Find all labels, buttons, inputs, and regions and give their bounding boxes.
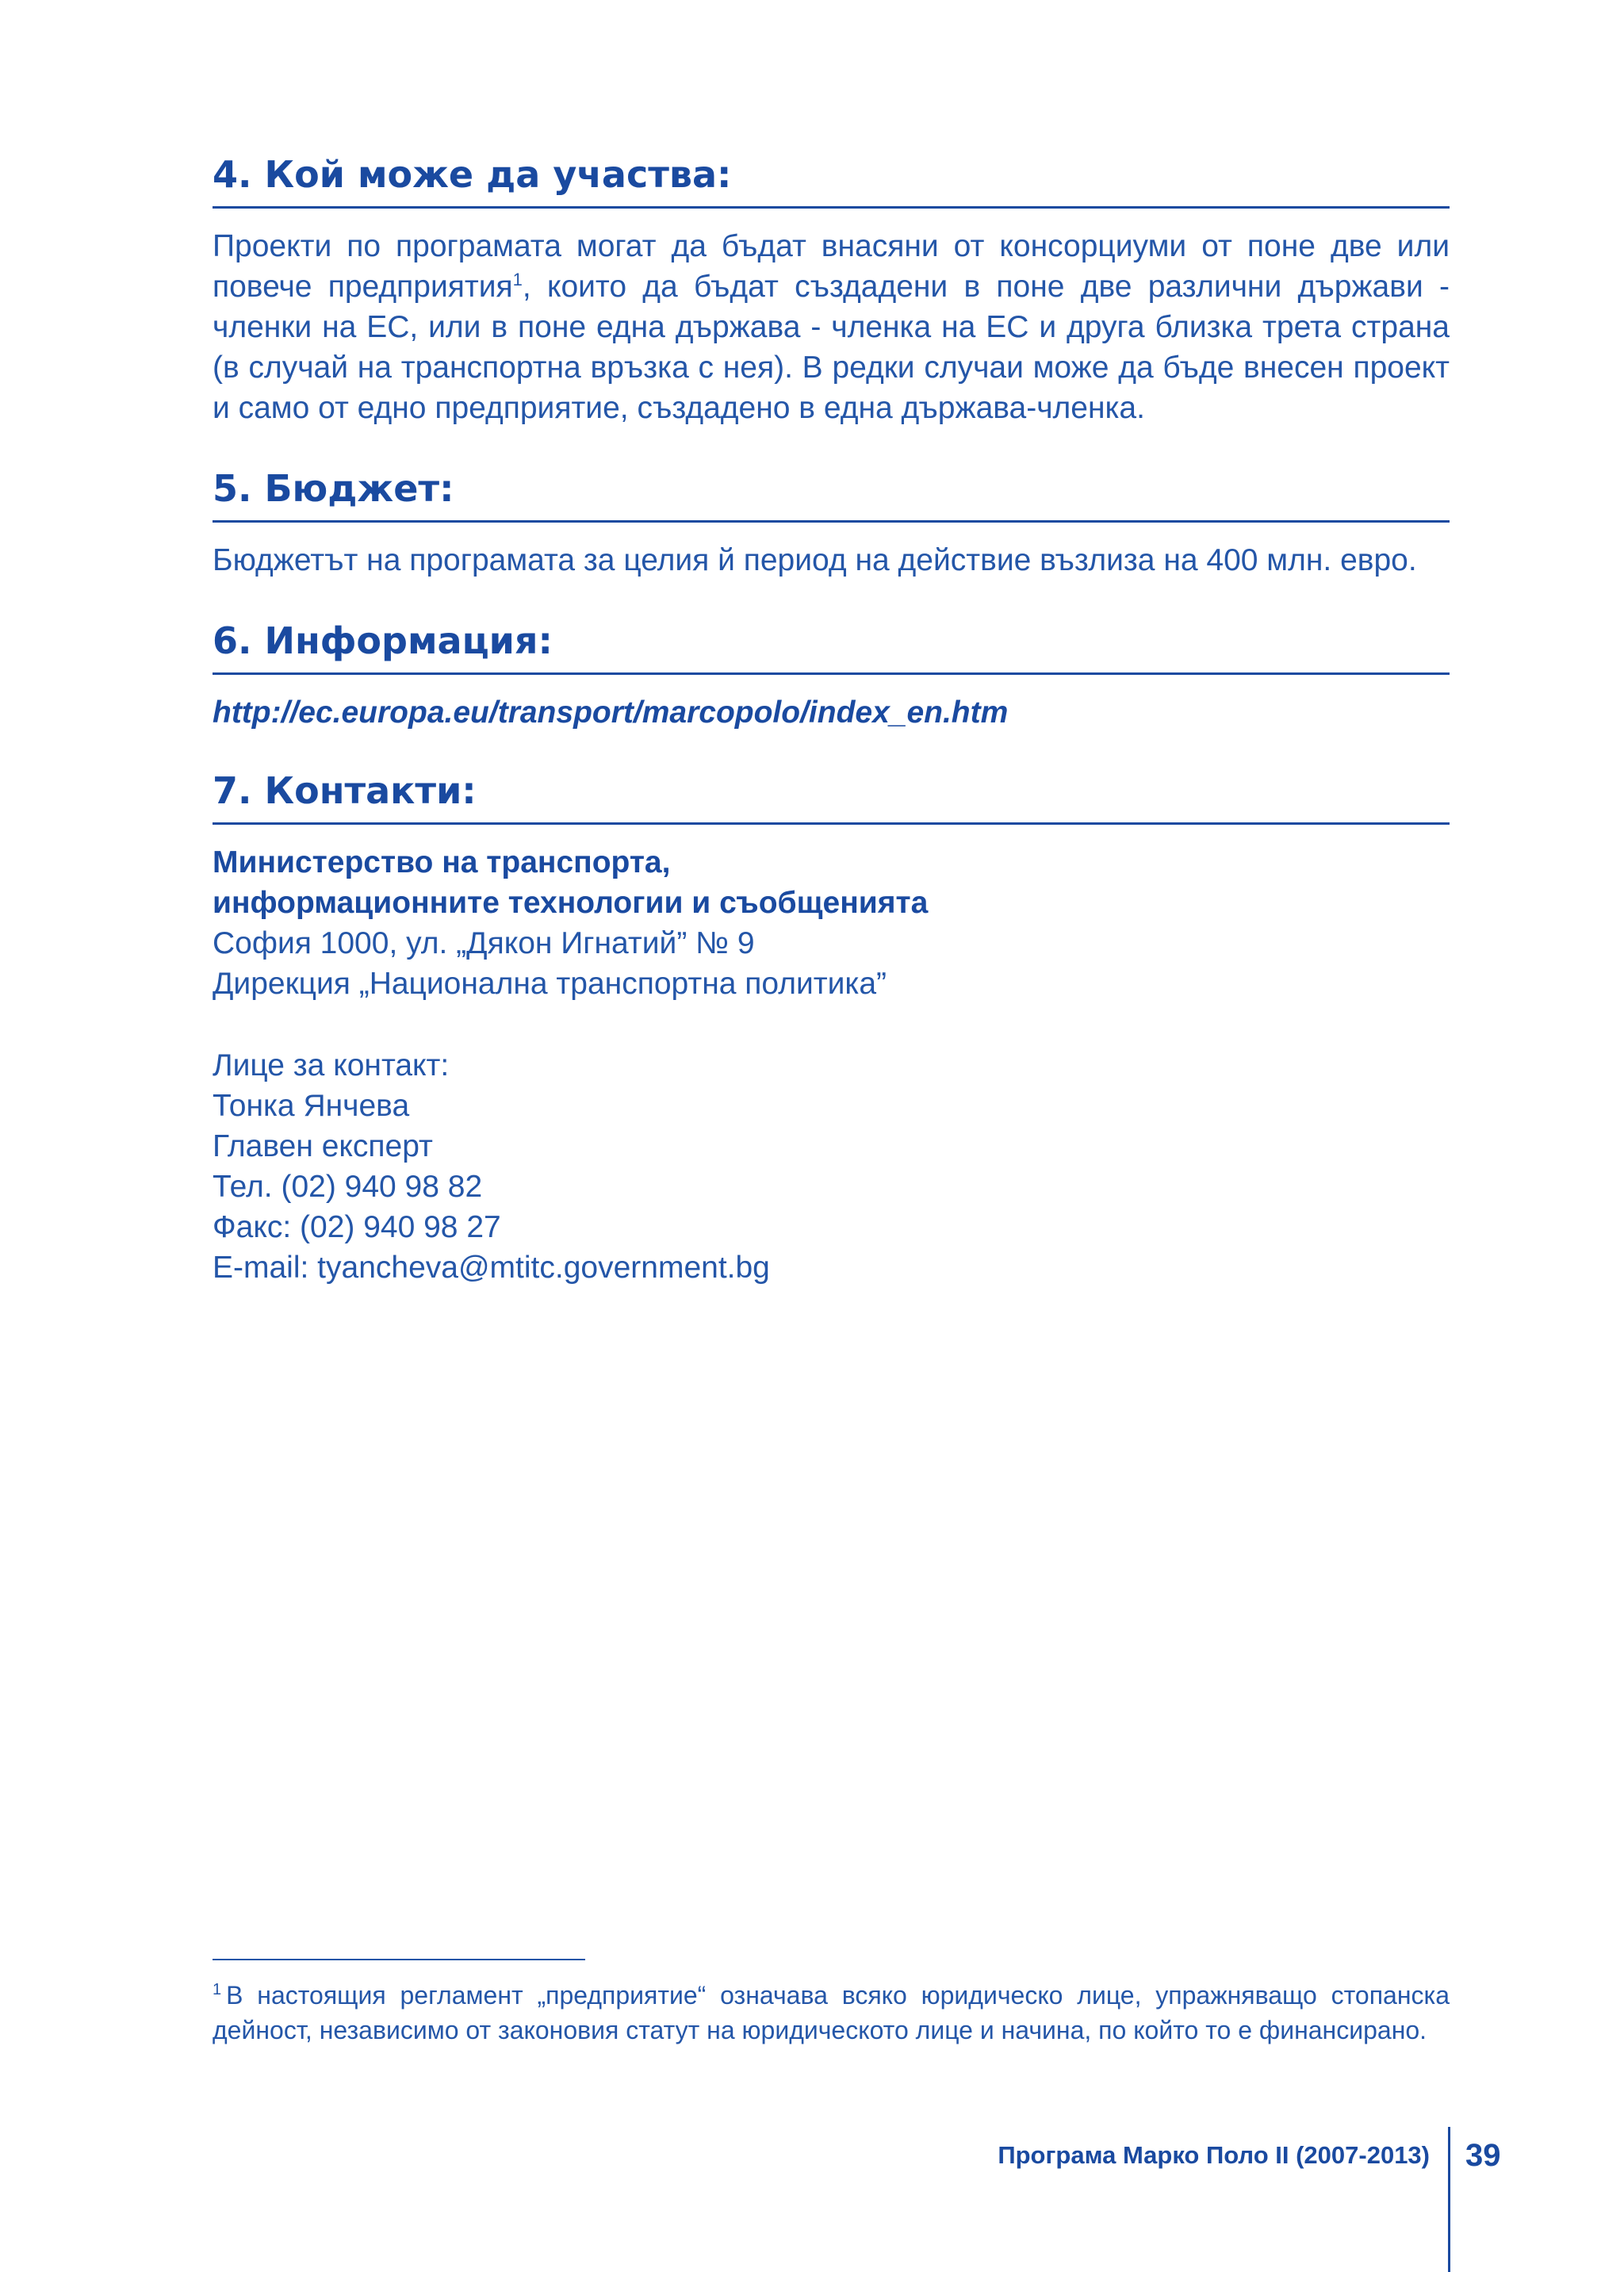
- contact-block: [213, 842, 1450, 1288]
- footer-title: Програма Марко Поло II (2007-2013): [998, 2141, 1430, 2169]
- org-address: София 1000, ул. „Дякон Игнатий” № 9: [213, 926, 755, 960]
- contact-fax: Факс: (02) 940 98 27: [213, 1210, 501, 1244]
- section-info: [213, 617, 1450, 730]
- section-title-contacts: 7. Контакти:: [213, 767, 1450, 825]
- footnote-marker: 1: [213, 1981, 222, 1999]
- section-participants: [213, 151, 1450, 428]
- footnote-divider: [213, 1959, 585, 1960]
- org-name-line2: информационните технологии и съобщенията: [213, 886, 929, 920]
- page-number: 39: [1465, 2138, 1501, 2173]
- main-content: [213, 151, 1450, 1324]
- section-title-info: 6. Информация:: [213, 617, 1450, 675]
- participants-text-b: , които да бъдат създадени в поне две различни държави - членки на ЕС, или в поне една държава - членка на ЕС и друга близка трета страна (в случай на транспортна връзка с нея). В редки случаи може да бъде внесен проект и само от едно предприятие, създадено в една държава-членка.: [213, 270, 1450, 425]
- footnote-reference: 1: [512, 270, 523, 289]
- info-link[interactable]: http://ec.europa.eu/transport/marcopolo/index_en.htm: [213, 695, 1009, 730]
- contact-name: Тонка Янчева: [213, 1089, 410, 1123]
- contact-phone: Тел. (02) 940 98 82: [213, 1170, 483, 1204]
- contact-position: Главен експерт: [213, 1129, 433, 1163]
- contact-label: Лице за контакт:: [213, 1048, 450, 1082]
- org-directorate: Дирекция „Национална транспортна политика”: [213, 967, 887, 1001]
- section-contacts: [213, 767, 1450, 1288]
- budget-paragraph: Бюджетът на програмата за целия й период на действие възлиза на 400 млн. евро.: [213, 543, 1417, 577]
- section-title-budget: 5. Бюджет:: [213, 465, 1450, 523]
- contact-email: E-mail: tyancheva@mtitc.government.bg: [213, 1251, 770, 1285]
- footnote-text: В настоящия регламент „предприятие“ означава всяко юридическо лице, упражняващо стопанска дейност, независимо от законовия статут на юридическото лице и начина, по който то е финансирано.: [213, 1981, 1450, 2044]
- section-budget: [213, 465, 1450, 580]
- contact-spacer: [213, 1004, 1450, 1045]
- org-name-line1: Министерство на транспорта,: [213, 845, 671, 879]
- participants-text-a: Проекти по програмата могат да бъдат внасяни от консорциуми от поне две или повече предприятия: [213, 229, 1450, 304]
- footnote: [213, 1978, 1450, 2048]
- footer-divider: [1448, 2127, 1450, 2272]
- section-title-participants: 4. Кой може да участва:: [213, 151, 1450, 209]
- participants-paragraph: [213, 226, 1450, 428]
